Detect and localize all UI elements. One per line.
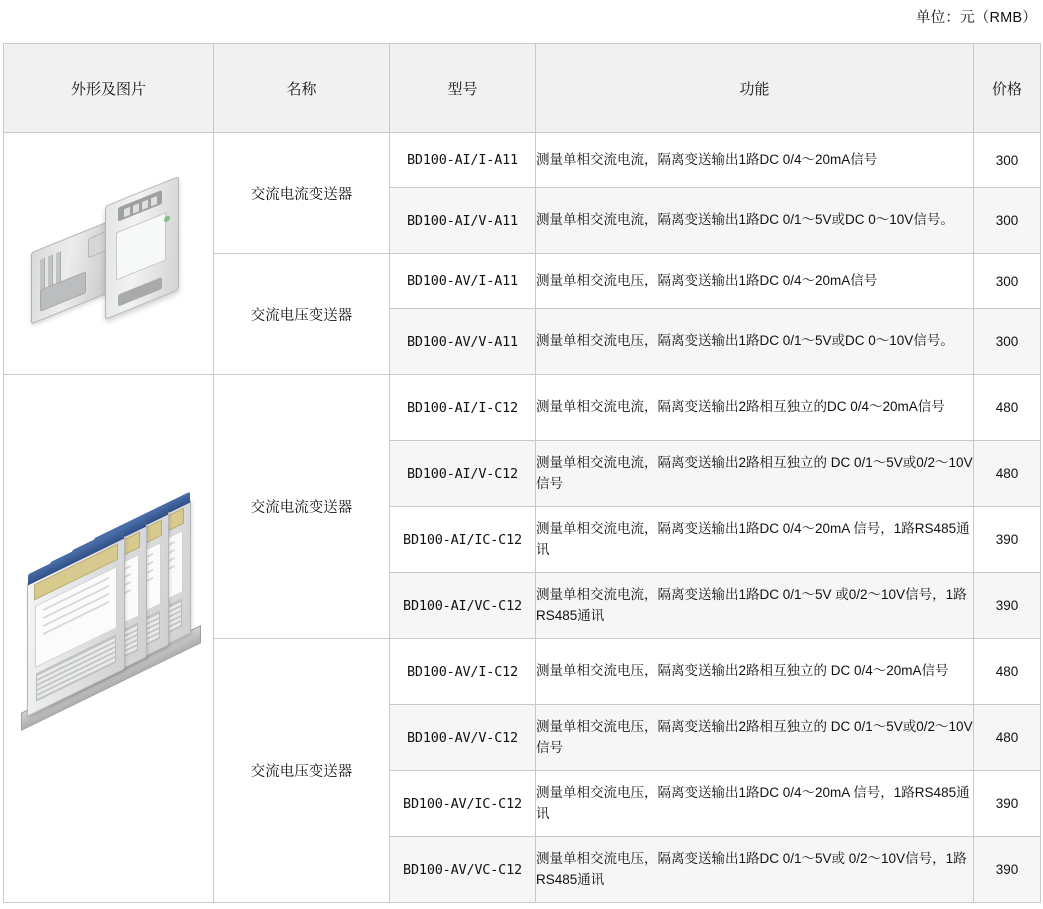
function-cell: 测量单相交流电压，隔离变送输出1路DC 0/1～5V或DC 0～10V信号。	[536, 309, 974, 375]
product-image-cell-1	[4, 133, 214, 375]
function-cell: 测量单相交流电流，隔离变送输出1路DC 0/1～5V或DC 0～10V信号。	[536, 188, 974, 254]
model-cell: BD100-AI/IC-C12	[390, 507, 536, 573]
price-cell: 480	[974, 639, 1041, 705]
function-cell: 测量单相交流电压，隔离变送输出2路相互独立的 DC 0/1～5V或0/2～10V信号	[536, 705, 974, 771]
subgroup-name: 交流电压变送器	[214, 254, 390, 375]
function-cell: 测量单相交流电流，隔离变送输出2路相互独立的 DC 0/1～5V或0/2～10V信号	[536, 441, 974, 507]
model-cell: BD100-AV/V-C12	[390, 705, 536, 771]
header-name: 名称	[214, 44, 390, 133]
price-cell: 300	[974, 254, 1041, 309]
model-cell: BD100-AV/V-A11	[390, 309, 536, 375]
price-cell: 390	[974, 507, 1041, 573]
price-cell: 300	[974, 188, 1041, 254]
module-right	[105, 176, 179, 320]
subgroup-name: 交流电流变送器	[214, 375, 390, 639]
header-image: 外形及图片	[4, 44, 214, 133]
header-price: 价格	[974, 44, 1041, 133]
function-cell: 测量单相交流电压，隔离变送输出1路DC 0/1～5V或 0/2～10V信号，1路RS485通讯	[536, 837, 974, 903]
product-price-table	[3, 43, 1041, 903]
table-row	[4, 133, 1041, 188]
function-cell: 测量单相交流电压，隔离变送输出1路DC 0/4～20mA 信号，1路RS485通讯	[536, 771, 974, 837]
price-cell: 480	[974, 441, 1041, 507]
unit-note: 单位：元（RMB）	[915, 10, 1037, 26]
function-cell: 测量单相交流电流，隔离变送输出1路DC 0/1～5V 或0/2～10V信号，1路RS485通讯	[536, 573, 974, 639]
header-row	[4, 44, 1041, 133]
table-row	[4, 375, 1041, 441]
model-cell: BD100-AV/I-A11	[390, 254, 536, 309]
function-cell: 测量单相交流电流，隔离变送输出1路DC 0/4～20mA 信号，1路RS485通讯	[536, 507, 974, 573]
product-image-cell-2	[4, 375, 214, 903]
table-body	[4, 133, 1041, 903]
header-function: 功能	[536, 44, 974, 133]
price-cell: 390	[974, 837, 1041, 903]
model-cell: BD100-AI/VC-C12	[390, 573, 536, 639]
header-model: 型号	[390, 44, 536, 133]
stacked-blue-transducer-photo	[9, 489, 209, 789]
price-cell: 390	[974, 771, 1041, 837]
price-cell: 480	[974, 375, 1041, 441]
model-cell: BD100-AI/I-C12	[390, 375, 536, 441]
model-cell: BD100-AI/I-A11	[390, 133, 536, 188]
function-cell: 测量单相交流电流，隔离变送输出1路DC 0/4～20mA信号	[536, 133, 974, 188]
model-cell: BD100-AV/I-C12	[390, 639, 536, 705]
price-cell: 300	[974, 133, 1041, 188]
function-cell: 测量单相交流电压，隔离变送输出1路DC 0/4～20mA信号	[536, 254, 974, 309]
table-header	[4, 44, 1041, 133]
model-cell: BD100-AV/VC-C12	[390, 837, 536, 903]
price-cell: 480	[974, 705, 1041, 771]
din-rail-transducer-photo	[9, 139, 209, 369]
function-cell: 测量单相交流电压，隔离变送输出2路相互独立的 DC 0/4～20mA信号	[536, 639, 974, 705]
model-cell: BD100-AV/IC-C12	[390, 771, 536, 837]
function-cell: 测量单相交流电流，隔离变送输出2路相互独立的DC 0/4～20mA信号	[536, 375, 974, 441]
model-cell: BD100-AI/V-C12	[390, 441, 536, 507]
subgroup-name: 交流电压变送器	[214, 639, 390, 903]
price-cell: 390	[974, 573, 1041, 639]
subgroup-name: 交流电流变送器	[214, 133, 390, 254]
model-cell: BD100-AI/V-A11	[390, 188, 536, 254]
price-cell: 300	[974, 309, 1041, 375]
